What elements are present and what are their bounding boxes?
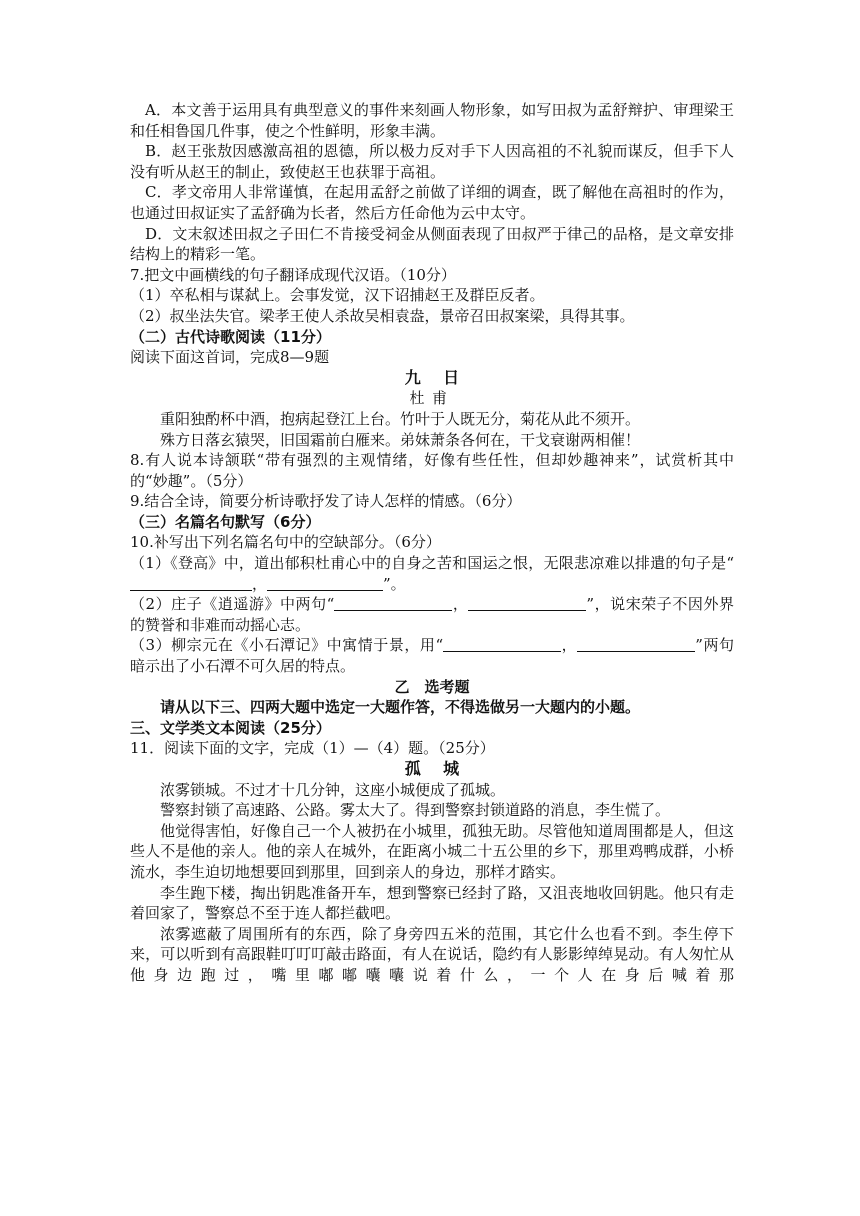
q10-item-3-end: ”两句暗示出了小石潭不可久居的特点。 [130, 636, 734, 676]
answer-blank[interactable] [130, 576, 252, 591]
story-paragraph-4: 李生跑下楼，掏出钥匙准备开车，想到警察已经封了路，又沮丧地收回钥匙。他只有走着回家了，警察总不至于连人都拦截吧。 [130, 883, 734, 923]
section-recitation-heading: （三）名篇名句默写（6分） [130, 512, 321, 531]
q10-item-2-text: （2）庄子《逍遥游》中两句“ [130, 595, 335, 614]
q7-sentence-2: （2）叔坐法失官。梁孝王使人杀故吴相袁盎，景帝召田叔案梁，具得其事。 [130, 306, 635, 325]
part-b-heading: 乙 选考题 [394, 677, 470, 696]
story-title [130, 759, 734, 780]
part-b-instruction: 请从以下三、四两大题中选定一大题作答，不得选做另一大题内的小题。 [160, 698, 641, 717]
question-11: 11．阅读下面的文字，完成（1）—（4）题。（25分） [130, 739, 495, 758]
option-a: A．本文善于运用具有典型意义的事件来刻画人物形象，如写田叔为孟舒辩护、审理梁王和任相鲁国几件事，使之个性鲜明，形象丰满。 [130, 101, 734, 140]
poem-line-2: 殊方日落玄猿哭，旧国霜前白雁来。弟妹萧条各何在，干戈衰谢两相催！ [160, 430, 641, 449]
answer-blank[interactable] [468, 596, 586, 611]
q10-item-2-end: ”，说宋荣子不因外界的赞誉和非难而动摇心志。 [130, 595, 734, 634]
answer-blank[interactable] [267, 576, 383, 591]
option-d: D．文末叙述田叔之子田仁不肯接受祠金从侧面表现了田叔严于律己的品格，是文章安排结构上的精彩一笔。 [130, 224, 734, 264]
question-10: 10.补写出下列名篇名句中的空缺部分。（6分） [130, 533, 441, 552]
question-7: 7.把文中画横线的句子翻译成现代汉语。（10分） [130, 265, 456, 284]
question-9: 9.结合全诗，简要分析诗歌抒发了诗人怎样的情感。（6分） [130, 492, 522, 511]
story-paragraph-2: 警察封锁了高速路、公路。雾太大了。得到警察封锁道路的消息，李生慌了。 [160, 801, 671, 820]
story-paragraph-5: 浓雾遮蔽了周围所有的东西，除了身旁四五米的范围，其它什么也看不到。李生停下来，可以听到有高跟鞋叮叮叮敲击路面，有人在说话，隐约有人影影绰绰晃动。有人匆忙从他身边跑过，嘴里嘟嘟囔囔说着什么，一个人在身后喊着那 [130, 924, 734, 984]
story-paragraph-1: 浓雾锁城。不过才十几分钟，这座小城便成了孤城。 [160, 780, 506, 799]
section-literature-heading: 三、文学类文本阅读（25分） [130, 718, 331, 737]
answer-blank[interactable] [443, 637, 561, 652]
blank-separator: ， [252, 574, 268, 593]
blank-separator: ， [561, 636, 578, 655]
q10-item-1-end: ”。 [383, 574, 406, 593]
q10-item-3-text: （3）柳宗元在《小石潭记》中寓情于景，用“ [130, 636, 444, 655]
option-b: B．赵王张敖因感激高祖的恩德，所以极力反对手下人因高祖的不礼貌而谋反，但手下人没有听从赵王的制止，致使赵王也获罪于高祖。 [130, 142, 734, 181]
q10-item-2 [130, 594, 734, 635]
q10-item-3 [130, 635, 734, 676]
q10-item-1 [130, 553, 734, 594]
poem-title [130, 368, 734, 389]
answer-blank[interactable] [334, 596, 452, 611]
poem-title-text: 九日 [404, 367, 482, 387]
section-poetry-heading: （二）古代诗歌阅读（11分） [130, 327, 331, 346]
answer-blank[interactable] [577, 637, 695, 652]
blank-separator: ， [452, 595, 469, 614]
poem-line-1: 重阳独酌杯中酒，抱病起登江上台。竹叶于人既无分，菊花从此不须开。 [160, 409, 641, 428]
story-paragraph-3: 他觉得害怕，好像自己一个人被扔在小城里，孤独无助。尽管他知道周围都是人，但这些人不是他的亲人。他的亲人在城外，在距离小城二十五公里的乡下，那里鸡鸭成群，小桥流水，李生迫切地想要回到那里，回到亲人的身边，那样才踏实。 [130, 821, 734, 881]
q10-item-1-text: （1）《登高》中，道出郁积杜甫心中的自身之苦和国运之恨，无限悲凉难以排遣的句子是“ [130, 554, 734, 573]
poem-author: 杜甫 [409, 389, 455, 408]
question-8: 8.有人说本诗颔联“带有强烈的主观情绪，好像有些任性，但却妙趣神来”，试赏析其中的“妙趣”。（5分） [130, 451, 734, 490]
option-c: C．孝文帝用人非常谨慎，在起用孟舒之前做了详细的调查，既了解他在高祖时的作为，也通过田叔证实了孟舒确为长者，然后方任命他为云中太守。 [130, 183, 734, 222]
q7-sentence-1: （1）卒私相与谋弑上。会事发觉，汉下诏捕赵王及群臣反者。 [130, 286, 545, 305]
poetry-intro: 阅读下面这首词，完成8—9题 [130, 348, 330, 367]
story-title-text: 孤城 [404, 759, 482, 778]
